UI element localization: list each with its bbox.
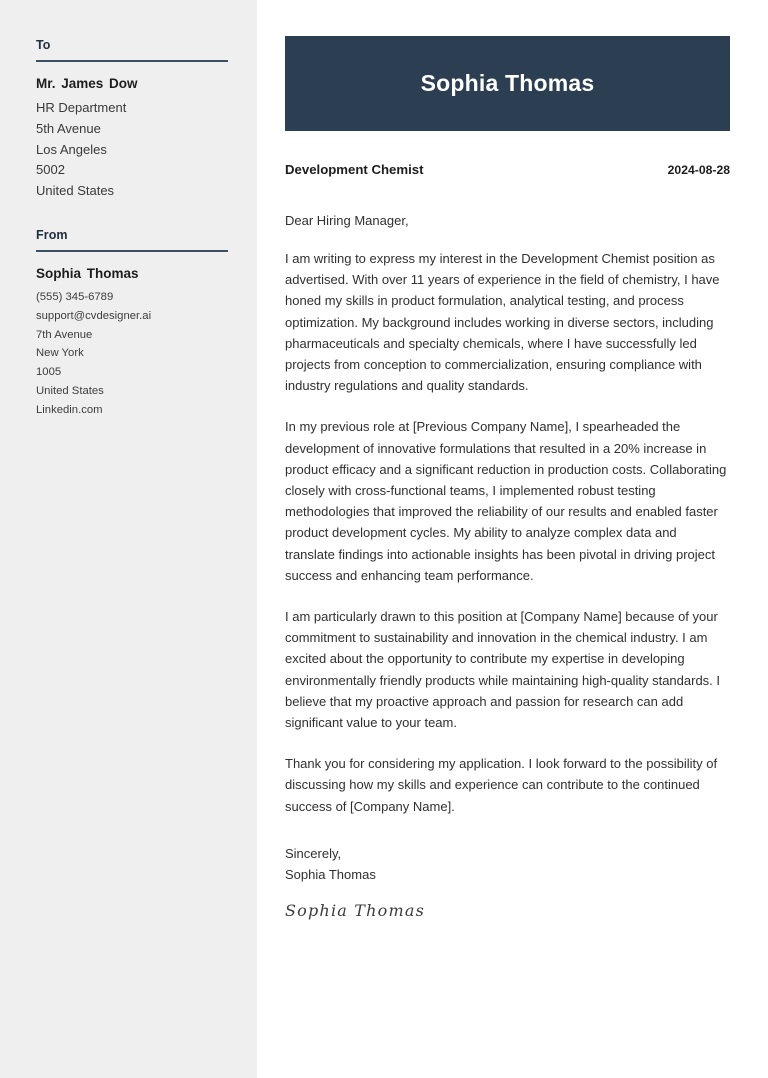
sender-phone: (555) 345-6789 <box>36 290 114 303</box>
recipient-line: United States <box>36 183 115 199</box>
from-heading: From <box>36 227 68 242</box>
sender-name: Sophia Thomas <box>36 265 139 281</box>
recipient-line: Los Angeles <box>36 141 107 157</box>
letter-meta-row <box>285 162 730 177</box>
letter-paragraph: In my previous role at [Previous Company Name], I spearheaded the development of innovative formulations that resulted in a 20% increase in product efficacy and a significant reduction in production costs. Collaborating closely with cross-functional teams, I implemented robust testing methodologies that improved the reliability of our results and enabled faster product development cycles. My ability to analyze complex data and translate findings into actionable insights has been pivotal in driving project success and enhancing team performance. <box>285 419 727 583</box>
letter-paragraph: I am particularly drawn to this position at [Company Name] because of your commitment to sustainability and innovation in the chemical industry. I am excited about the opportunity to contribute my expertise in developing environmentally friendly products while maintaining high-quality standards. I believe that my proactive approach and passion for research can add significant value to your team. <box>285 609 721 731</box>
closing-salutation: Sincerely, <box>285 845 342 861</box>
sender-section <box>36 228 228 420</box>
sender-line: 7th Avenue <box>36 328 93 341</box>
sidebar-spacer <box>36 206 228 228</box>
to-divider <box>36 60 228 62</box>
job-title: Development Chemist <box>285 162 424 177</box>
recipient-section <box>36 38 228 202</box>
contact-sidebar <box>0 0 257 1078</box>
salutation: Dear Hiring Manager, <box>285 213 409 228</box>
sender-line: United States <box>36 384 104 397</box>
from-divider <box>36 250 228 252</box>
to-heading: To <box>36 38 51 52</box>
letter-paragraph: I am writing to express my interest in the Development Chemist position as advertised. With over 11 years of experience in the field of chemistry, I have honed my skills in product formulation, analytical testing, and process optimization. My background includes working in diverse sectors, including pharmaceuticals and specialty chemicals, where I have successfully led projects from conception to commercialization, ensuring compliance with industry regulations and quality standards. <box>285 251 720 394</box>
letter-date: 2024-08-28 <box>667 163 730 177</box>
letter-body <box>257 0 768 1078</box>
signature-name-typed: Sophia Thomas <box>285 867 376 883</box>
sender-website: Linkedin.com <box>36 403 103 416</box>
recipient-name: Mr. James Dow <box>36 76 138 91</box>
recipient-line: HR Department <box>36 100 127 115</box>
sender-line: 1005 <box>36 366 62 379</box>
sender-email: support@cvdesigner.ai <box>36 309 152 322</box>
recipient-line: 5th Avenue <box>36 120 101 136</box>
applicant-name: Sophia Thomas <box>420 70 595 96</box>
letter-paragraph: Thank you for considering my application. I look forward to the possibility of discussing how my skills and experience can contribute to the continued success of [Company Name]. <box>285 756 718 814</box>
recipient-line: 5002 <box>36 162 65 178</box>
name-banner <box>285 36 730 131</box>
sender-line: New York <box>36 347 84 360</box>
handwritten-signature: Sophia Thomas <box>285 901 426 921</box>
